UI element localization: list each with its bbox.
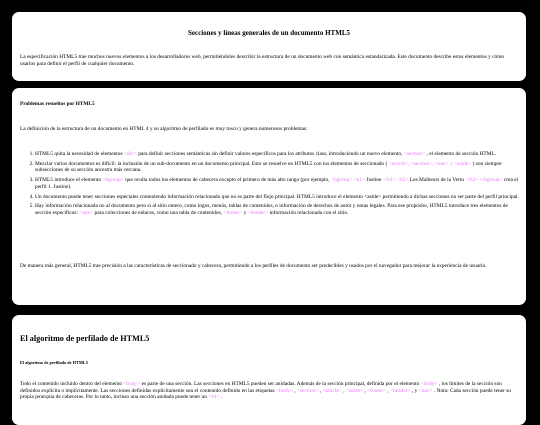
- inline-tag-code: <header>: [247, 209, 269, 216]
- inline-tag-code: <section>: [296, 387, 319, 394]
- problem-item: [35, 151, 519, 158]
- inline-tag-code: <nav>: [418, 387, 433, 394]
- inline-tag-code: <aside>: [345, 387, 364, 394]
- problems-intro: [20, 126, 518, 133]
- inline-tag-code: <body>: [275, 387, 293, 394]
- inline-tag-code: <hgroup> <h1>: [330, 177, 366, 184]
- text-run: La definición de la estructura de un documento en HTML 4 y su algoritmo de perfilado es muy tosco y genera numerosos problemas:: [20, 126, 308, 132]
- text-run: para definir secciones semánticas sin definir valores específicos para los atributos class, introduciendo un nuevo elemento,: [136, 151, 404, 157]
- inline-tag-code: <h1>: [208, 394, 220, 401]
- problem-item: [35, 194, 519, 201]
- text-run: , el elemento de sección HTML.: [425, 151, 497, 157]
- algorithm-body: [20, 381, 520, 401]
- text-run: Justine: [365, 177, 383, 184]
- text-run: . Nota: Cada sección puede tener su propia jerarquía de cabeceras. Por lo tanto, incluso una sección anidada puede tener un: [20, 387, 511, 401]
- header-section: [12, 12, 526, 81]
- problems-section: [12, 88, 526, 305]
- text-run: Les Malheurs de la Vertu: [408, 177, 466, 184]
- inline-tag-code: <footer>: [223, 209, 243, 216]
- text-run: para colecciones de enlaces, como una tabla de contenidos,: [93, 209, 224, 216]
- text-run: que oculta todos los elementos de cabecera excepto el primero de más alto rango (por ejemplo,: [123, 177, 331, 184]
- text-run: , y: [410, 387, 419, 394]
- text-run: Mezclar varios documentos es difícil: la inclusión de un sub-documento en un documento principal. Esto se resuelve en HTML5 con los elementos de seccionado (: [35, 160, 389, 167]
- text-run: ,: [292, 387, 297, 394]
- problems-heading: Problemas resueltos por HTML5: [20, 101, 95, 107]
- text-run: ) son siempre subsecciones de su sección ancestra más cercana.: [35, 160, 502, 174]
- text-run: De manera más general, HTML5 trae precisión a las características de seccionado y cabecera, permitiendo a los perfiles de documento ser predecibles y usados por el navegador para mejorar la experiencia de usuario.: [20, 263, 487, 269]
- problem-item: [35, 161, 519, 174]
- text-run: es parte de una sección. Las secciones en HTML5 pueden ser anidadas. Además de la sección principal, definida por el elemento: [140, 381, 421, 387]
- problems-outro: [20, 263, 518, 270]
- text-run: y: [242, 209, 248, 216]
- inline-tag-code: <hgroup>: [102, 177, 124, 184]
- intro-paragraph: [20, 54, 518, 67]
- page-title: Secciones y líneas generales de un documento HTML5: [188, 29, 350, 37]
- text-run: información relacionada con el sitio.: [268, 209, 349, 216]
- inline-tag-code: <section>: [403, 151, 426, 157]
- problem-item: [35, 177, 519, 190]
- inline-tag-code: <footer>: [367, 387, 387, 394]
- text-run: ,: [341, 387, 346, 394]
- inline-tag-code: </h1> <h2>: [382, 177, 409, 184]
- inline-tag-code: <nav>: [79, 209, 94, 216]
- text-run: , los límites de la sección son definidos explícita o implícitamente. Las secciones definidas explícitamente son el contenido definido en las etiquetas: [20, 381, 502, 394]
- problems-list: [20, 151, 519, 220]
- text-run: ,: [363, 387, 368, 394]
- text-run: ,: [318, 387, 323, 394]
- algorithm-section: [12, 315, 526, 425]
- algorithm-subheading: El algoritmo de perfilado de HTML5: [20, 360, 88, 365]
- text-run: La especificación HTML5 trae muchos nuevos elementos a los desarrolladores web, permitiéndoles describir la estructura de un documento web con semántica estandarizada. Este documento describe estos elementos y cómo usarlos para definir el perfil de cualquier documento.: [20, 54, 505, 67]
- text-run: HTML5 quita la necesidad de elementos: [35, 151, 124, 157]
- text-run: ,: [386, 387, 391, 394]
- inline-tag-code: </h2> </hgroup>: [465, 177, 503, 184]
- text-run: Todo el contenido incluido dentro del elemento: [20, 381, 124, 387]
- text-run: Hay información relacionada no al documento pero si al sitio entero, como logos, menús, tablas de contenidos, o información de derechos de autor y notas legales. Para ese propósito, HTML5 introduce tres elementos de sección específicos:: [35, 203, 508, 216]
- text-run: Un documento puede tener secciones especiales conteniendo información relacionado que no es parte del flujo principal. HTML5 introduce el elemento <aside> permitiendo a dichas secciones no ser parte del perfil principal.: [35, 193, 519, 200]
- text-run: HTML5 introduce el elemento: [35, 177, 103, 184]
- problem-item: [35, 203, 519, 216]
- inline-tag-code: <article>, <section>, <nav> y <aside>: [388, 160, 472, 167]
- inline-tag-code: <header>: [390, 387, 411, 394]
- inline-tag-code: <body>: [420, 381, 438, 387]
- text-run: crea el perfil 1. Justine).: [35, 177, 519, 190]
- inline-tag-code: <div>: [123, 151, 137, 157]
- text-run: .: [219, 394, 223, 401]
- inline-tag-code: <body>: [123, 381, 141, 387]
- algorithm-heading: El algoritmo de perfilado de HTML5: [20, 334, 150, 343]
- inline-tag-code: <article>: [322, 387, 342, 394]
